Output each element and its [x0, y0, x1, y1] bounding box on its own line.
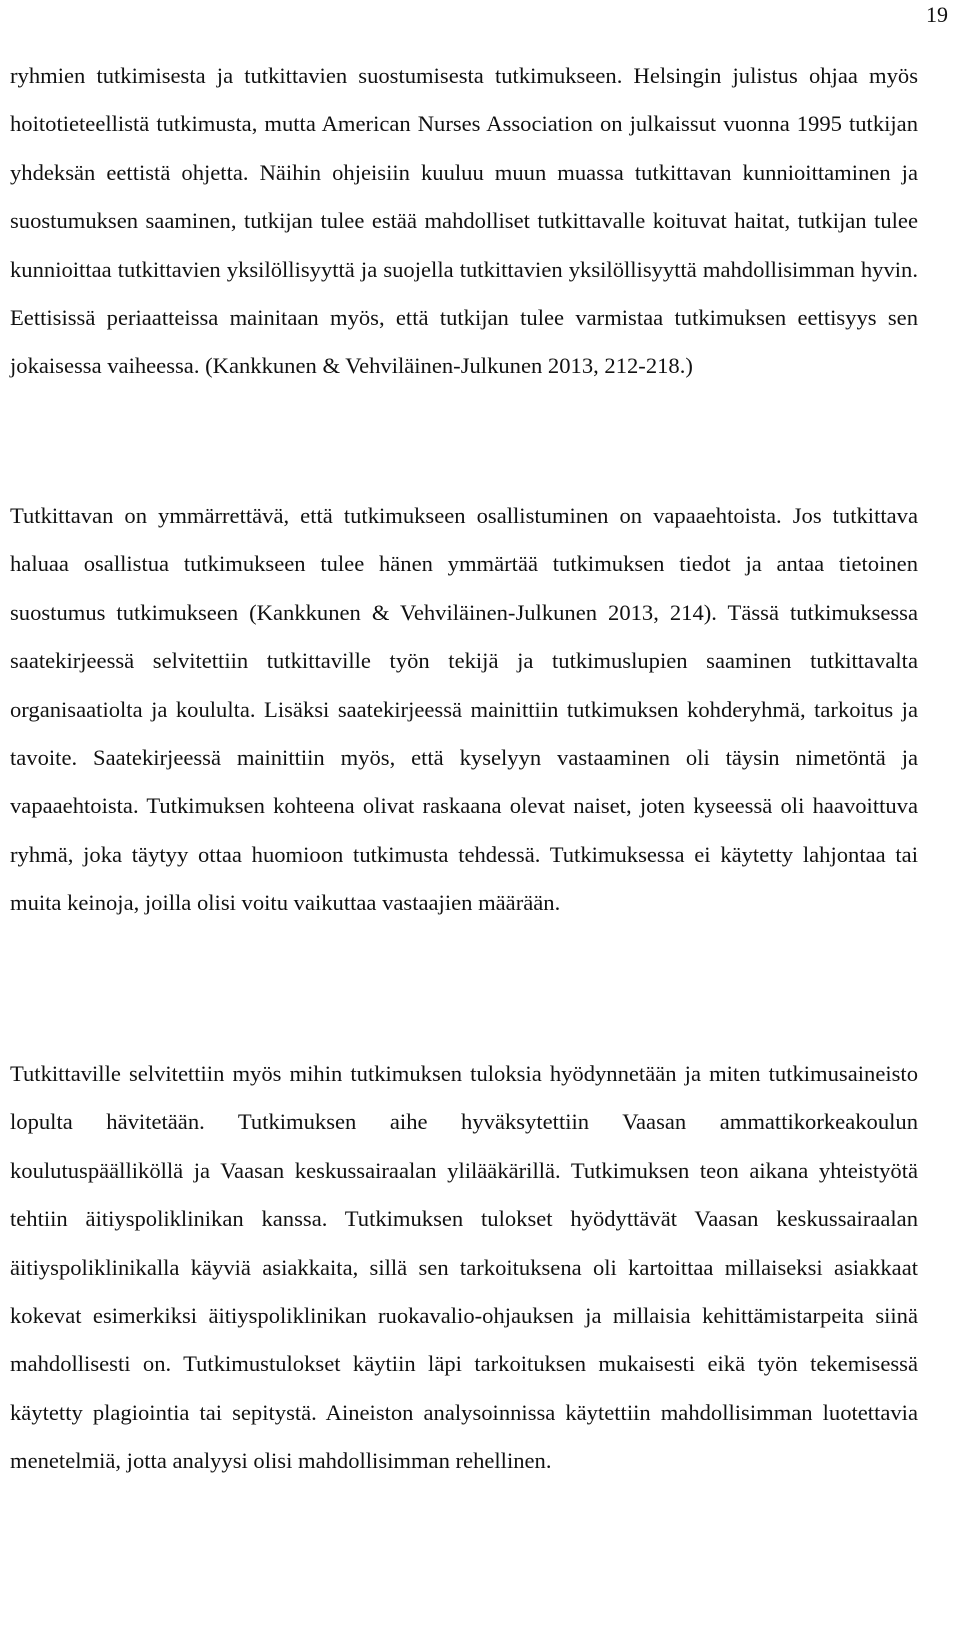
document-body-paragraph-3 [10, 1050, 918, 1486]
paragraph-text: ryhmien tutkimisesta ja tutkittavien suostumisesta tutkimukseen. Helsingin julistus ohjaa myös hoitotieteellistä tutkimusta, mutta American Nurses Association on julkaissut vuonna 1995 tutkijan yhdeksän eettistä ohjetta. Näihin ohjeisiin kuuluu muun muassa tutkittavan kunnioittaminen ja suostumuksen saaminen, tutkijan tulee estää mahdolliset tutkittavalle koituvat haitat, tutkijan tulee kunnioittaa tutkittavien yksilöllisyyttä ja suojella tutkittavien yksilöllisyyttä mahdollisimman hyvin. Eettisissä periaatteissa mainitaan myös, että tutkijan tulee varmistaa tutkimuksen eettisyys sen jokaisessa vaiheessa. (Kankkunen & Vehviläinen-Julkunen 2013, 212-218.) [10, 63, 918, 379]
paragraph-text: Tutkittaville selvitettiin myös mihin tutkimuksen tuloksia hyödynnetään ja miten tutkimusaineisto lopulta hävitetään. Tutkimuksen aihe hyväksytettiin Vaasan ammattikorkeakoulun koulutuspäälliköllä ja Vaasan keskussairaalan ylilääkärillä. Tutkimuksen teon aikana yhteistyötä tehtiin äitiyspoliklinikan kanssa. Tutkimuksen tulokset hyödyttävät Vaasan keskussairaalan äitiyspoliklinikalla käyviä asiakkaita, sillä sen tarkoituksena oli kartoittaa millaiseksi asiakkaat kokevat esimerkiksi äitiyspoliklinikan ruokavalio-ohjauksen ja millaisia kehittämistarpeita siinä mahdollisesti on. Tutkimustulokset käytiin läpi tarkoituksen mukaisesti eikä työn tekemisessä käytetty plagiointia tai sepitystä. Aineiston analysoinnissa käytettiin mahdollisimman luotettavia menetelmiä, jotta analyysi olisi mahdollisimman rehellinen. [10, 1061, 918, 1474]
paragraph-text: Tutkittavan on ymmärrettävä, että tutkimukseen osallistuminen on vapaaehtoista. Jos tutkittava haluaa osallistua tutkimukseen tulee hänen ymmärtää tutkimuksen tiedot ja antaa tietoinen suostumus tutkimukseen (Kankkunen & Vehviläinen-Julkunen 2013, 214). Tässä tutkimuksessa saatekirjeessä selvitettiin tutkittaville työn tekijä ja tutkimuslupien saaminen tutkittavalta organisaatiolta ja koululta. Lisäksi saatekirjeessä mainittiin tutkimuksen kohderyhmä, tarkoitus ja tavoite. Saatekirjeessä mainittiin myös, että kyselyyn vastaaminen oli täysin nimetöntä ja vapaaehtoista. Tutkimuksen kohteena olivat raskaana olevat naiset, joten kyseessä oli haavoittuva ryhmä, joka täytyy ottaa huomioon tutkimusta tehdessä. Tutkimuksessa ei käytetty lahjontaa tai muita keinoja, joilla olisi voitu vaikuttaa vastaajien määrään. [10, 503, 918, 916]
document-body-paragraph-1 [10, 52, 918, 391]
document-body-paragraph-2 [10, 492, 918, 928]
page-number: 19 [926, 2, 948, 27]
